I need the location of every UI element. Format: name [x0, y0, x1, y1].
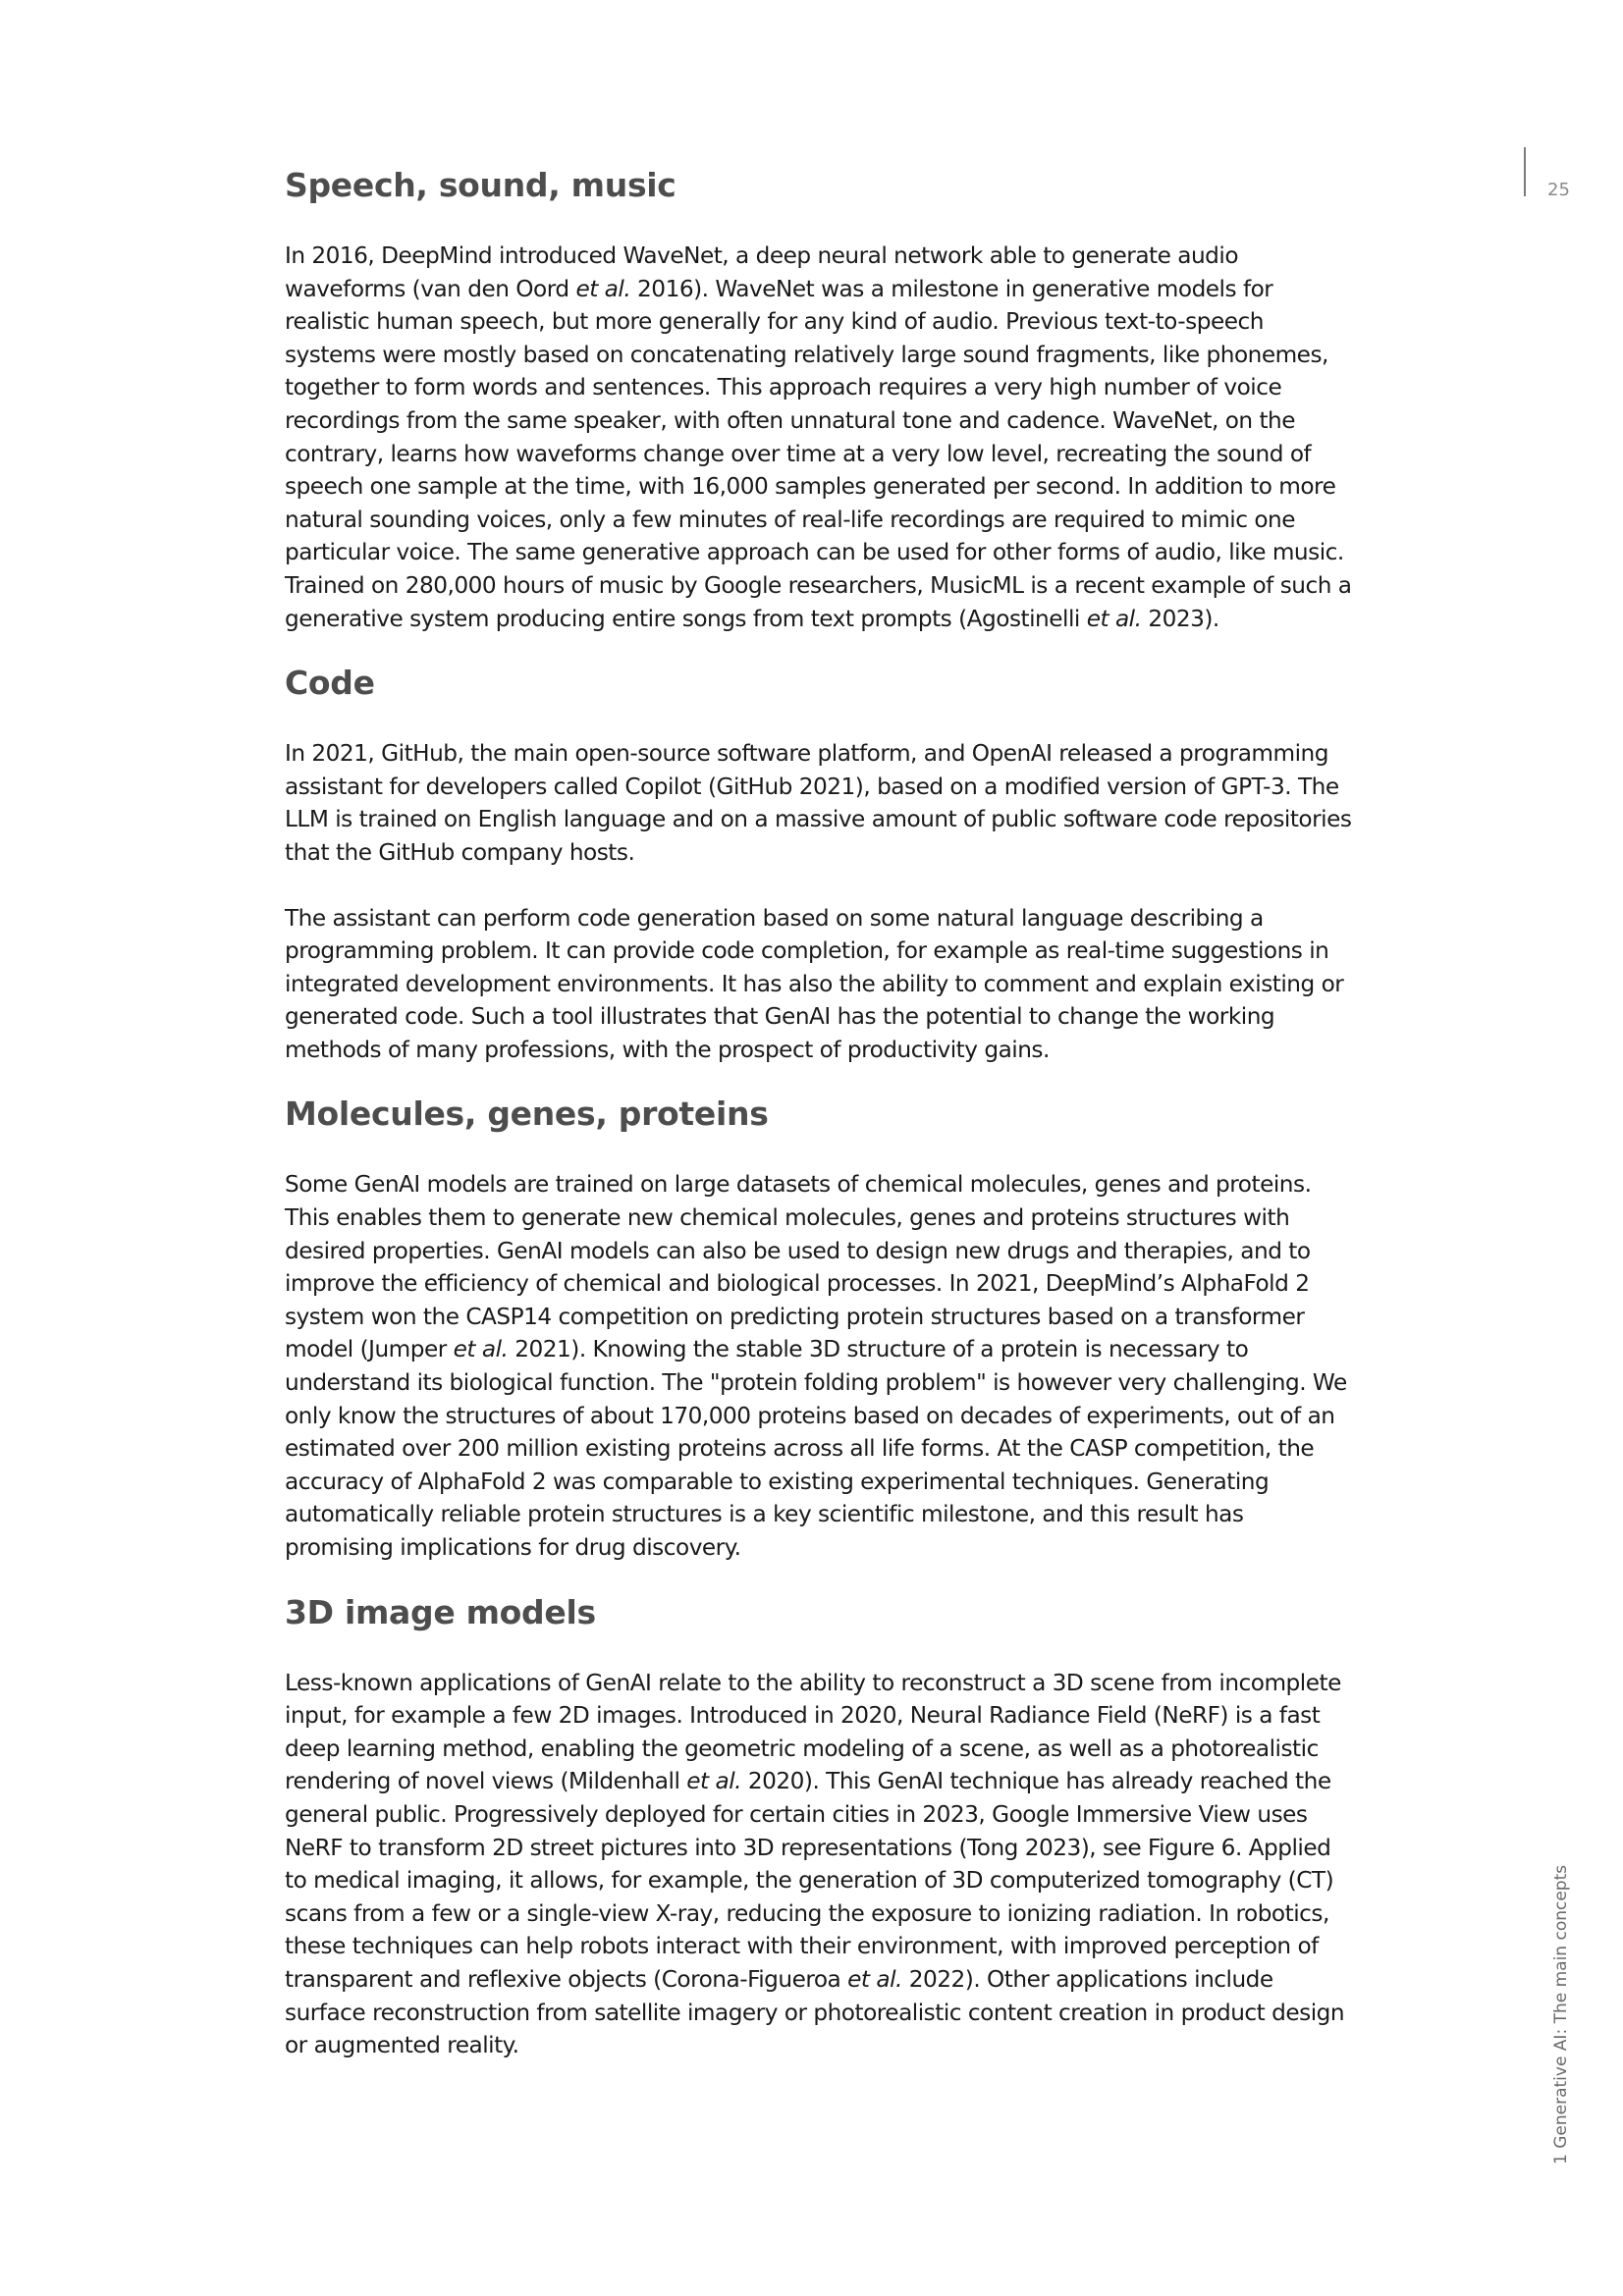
- page-number-rule: [1524, 147, 1526, 196]
- paragraph: In 2021, GitHub, the main open-source software platform, and OpenAI released a programming assistant for developers called Copilot (GitHub 2021), based on a modified version of GPT-3. The LLM is trained on English language and on a massive amount of public software code repositories that the GitHub company hosts.: [285, 740, 1352, 866]
- text-run: 2022). Other applications include surface reconstruction from satellite imagery or photorealistic content creation in product design or augmented reality.: [285, 1965, 1345, 2059]
- section-heading: 3D image models: [285, 1592, 596, 1631]
- italic-run: et al.: [686, 1768, 742, 1795]
- section-3d-image-models: [285, 1592, 1355, 2062]
- section-heading: Speech, sound, music: [285, 166, 676, 204]
- paragraph: [285, 1168, 1355, 1564]
- page-number: 25: [1547, 180, 1570, 200]
- section-molecules-genes-proteins: [285, 1094, 1355, 1564]
- paragraph: [285, 1667, 1355, 2062]
- section-code: [285, 663, 1355, 1066]
- page-content: [285, 165, 1355, 2062]
- text-run: 2020). This GenAI technique has already reached the general public. Progressively deployed for certain cities in 2023, Google Immersive View uses NeRF to transform 2D street pictures into 3D representations (Tong 2023), see Figure 6. Applied to medical imaging, it allows, for example, the generation of 3D computerized tomography (CT) scans from a few or a single-view X-ray, reducing the exposure to ionizing radiation. In robotics, these techniques can help robots interact with their environment, with improved perception of transparent and reflexive objects (Corona-Figueroa: [285, 1768, 1334, 1993]
- italic-run: et al.: [847, 1965, 902, 1993]
- text-run: 2021). Knowing the stable 3D structure of a protein is necessary to understand its biological function. The "protein folding problem" is however very challenging. We only know the structures of about 170,000 proteins based on decades of experiments, out of an estimated over 200 million existing proteins across all life forms. At the CASP competition, the accuracy of AlphaFold 2 was comparable to existing experimental techniques. Generating automatically reliable protein structures is a key scientific milestone, and this result has promising implications for drug discovery.: [285, 1336, 1347, 1561]
- section-speech-sound-music: [285, 165, 1355, 635]
- italic-run: et al.: [1086, 605, 1142, 632]
- text-run: 2016). WaveNet was a milestone in generative models for realistic human speech, but more generally for any kind of audio. Previous text-to-speech systems were mostly based on concatenating relatively large sound fragments, like phonemes, together to form words and sentences. This approach requires a very high number of voice recordings from the same speaker, with often unnatural tone and cadence. WaveNet, on the contrary, learns how waveforms change over time at a very low level, recreating the sound of speech one sample at the time, with 16,000 samples generated per second. In addition to more natural sounding voices, only a few minutes of real-life recordings are required to mimic one particular voice. The same generative approach can be used for other forms of audio, like music. Trained on 280,000 hours of music by Google researchers, MusicML is a recent example of such a generative system producing entire songs from text prompts (Agostinelli: [285, 275, 1352, 632]
- text-run: Less-known applications of GenAI relate to the ability to reconstruct a 3D scene from incomplete input, for example a few 2D images. Introduced in 2020, Neural Radiance Field (NeRF) is a fast deep learning method, enabling the geometric modeling of a scene, as well as a photorealistic rendering of novel views (Mildenhall: [285, 1669, 1341, 1795]
- text-run: 2023).: [1141, 605, 1219, 632]
- chapter-side-label: 1 Generative AI: The main concepts: [1551, 1864, 1571, 2164]
- text-run: Some GenAI models are trained on large datasets of chemical molecules, genes and proteins. This enables them to generate new chemical molecules, genes and proteins structures with desired properties. GenAI models can also be used to design new drugs and therapies, and to improve the efficiency of chemical and biological processes. In 2021, DeepMind’s AlphaFold 2 system won the CASP14 competition on predicting protein structures based on a transformer model (Jumper: [285, 1171, 1312, 1363]
- paragraph: [285, 240, 1355, 635]
- text-run: In 2016, DeepMind introduced WaveNet, a deep neural network able to generate audio waveforms (van den Oord: [285, 242, 1239, 302]
- italic-run: et al.: [575, 275, 631, 302]
- italic-run: et al.: [453, 1336, 509, 1363]
- section-heading: Molecules, genes, proteins: [285, 1095, 769, 1134]
- section-heading: Code: [285, 664, 375, 703]
- paragraph: The assistant can perform code generation based on some natural language describing a programming problem. It can provide code completion, for example as real-time suggestions in integrated development environments. It has also the ability to comment and explain existing or generated code. Such a tool illustrates that GenAI has the potential to change the working methods of many professions, with the prospect of productivity gains.: [285, 904, 1344, 1063]
